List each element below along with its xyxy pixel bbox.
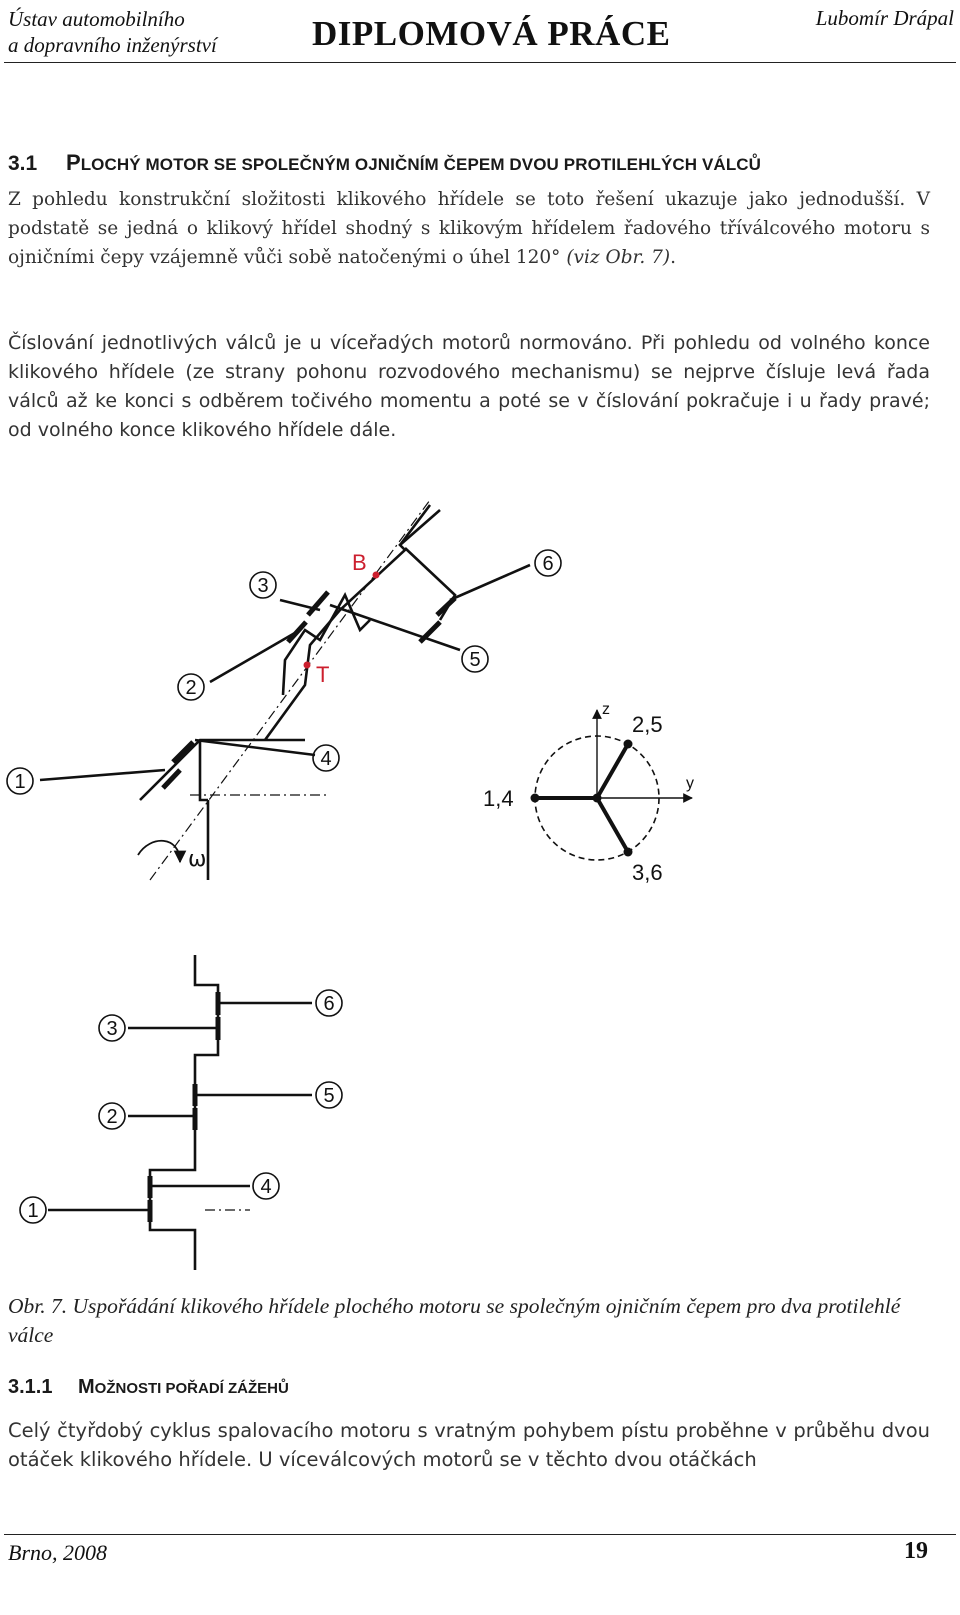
omega-label: ω: [188, 847, 207, 872]
schematic-shaft: [150, 955, 218, 1270]
crank-web-front: [200, 740, 208, 800]
top-label-6-text: 6: [542, 553, 554, 575]
point-b-marker: [373, 572, 380, 579]
bottom-label-4-text: 4: [260, 1176, 272, 1198]
section-title-rest: LOCHÝ MOTOR SE SPOLEČNÝM OJNIČNÍM ČEPEM DVOU PROTILEHLÝCH VÁLCŮ: [80, 155, 762, 174]
top-label-2-text: 2: [185, 677, 197, 699]
bottom-label-5-text: 5: [323, 1085, 335, 1107]
subsection-number: 3.1.1: [8, 1376, 53, 1398]
figure-crankshaft: [0, 470, 960, 1290]
top-label-4-text: 4: [320, 748, 332, 770]
crank-angle-diagram: [483, 701, 694, 885]
section-number: 3.1: [8, 152, 38, 175]
top-label-4: [313, 745, 339, 771]
top-label-1: [7, 768, 33, 794]
figure-caption: Obr. 7. Uspořádání klikového hřídele plochého motoru se společným ojničním čepem pro dva protilehlé válce: [8, 1294, 901, 1347]
subsection-heading: [8, 1376, 289, 1399]
crank-pin-25-dot: [624, 740, 633, 749]
crank-arm-36: [597, 798, 628, 852]
top-label-5: [462, 646, 488, 672]
crankshaft-path: [140, 510, 440, 800]
crank-pin-14-dot: [531, 794, 540, 803]
bottom-label-1: [20, 1197, 46, 1223]
rod-cylinder-6: [450, 565, 530, 600]
section-title-initial: P: [66, 150, 81, 175]
crank-label-14: 1,4: [483, 786, 514, 811]
header-institute-line1: Ústav automobilního: [8, 7, 185, 31]
figure-svg: [0, 470, 960, 1290]
crank-web-rear: [405, 548, 455, 620]
top-label-3-text: 3: [257, 575, 269, 597]
rod-cylinder-1: [40, 770, 165, 780]
top-label-6: [535, 550, 561, 576]
paragraph-1-end: .: [670, 247, 677, 268]
crank-arm-25: [597, 744, 628, 798]
bearing-marks: [163, 592, 455, 788]
bottom-label-2-text: 2: [106, 1106, 118, 1128]
bottom-label-3: [99, 1015, 125, 1041]
top-label-5-text: 5: [469, 649, 481, 671]
paragraph-2: Číslování jednotlivých válců je u víceřadých motorů normováno. Při pohledu od volného konce klikového hřídele (ze strany pohonu rozvodového mechanismu) se nejprve čísluje levá řada válců až ke konci s odběrem točivého momentu a poté se v číslování pokračuje i u řady pravé; od volného konce klikového hřídele dále.: [8, 332, 930, 441]
subsection-title-initial: M: [78, 1376, 95, 1398]
footer-place-year: Brno, 2008: [8, 1540, 107, 1565]
point-t-label: T: [316, 662, 330, 687]
header-institute: [8, 6, 217, 58]
header-title: DIPLOMOVÁ PRÁCE: [312, 14, 671, 53]
bottom-label-4: [253, 1173, 279, 1199]
schematic-bearing-marks: [150, 992, 218, 1222]
bottom-label-3-text: 3: [106, 1018, 118, 1040]
crank-center-dot: [593, 794, 602, 803]
paragraph-3: Celý čtyřdobý cyklus spalovacího motoru s vratným pohybem pístu proběhne v průběhu dvou otáček klikového hřídele. U víceválcových motorů se v těchto dvou otáčkách: [8, 1419, 930, 1471]
bottom-cylinder-labels: [20, 990, 342, 1223]
subsection-title-rest: OŽNOSTI POŘADÍ ZÁŽEHŮ: [94, 1380, 289, 1397]
rotation-arrow-icon: [138, 841, 180, 862]
paragraph-1-figure-ref: (viz Obr. 7): [566, 247, 671, 268]
bottom-label-6: [316, 990, 342, 1016]
rod-cylinder-4: [195, 740, 315, 755]
header-author: Lubomír Drápal: [815, 6, 954, 30]
paragraph-1-text: Z pohledu konstrukční složitosti klikového hřídele se toto řešení ukazuje jako jednodušší. V podstatě se jedná o klikový hřídel shodný s klikovým hřídelem řadového tříválcového motoru s ojničními čepy vzájemně vůči sobě natočenými o úhel 120°: [8, 189, 930, 268]
y-axis-label: y: [686, 775, 694, 792]
top-label-3: [250, 572, 276, 598]
paragraph-1: [8, 185, 930, 272]
isometric-crankshaft-diagram: [40, 500, 530, 880]
top-label-1-text: 1: [14, 771, 26, 793]
footer-divider: [4, 1534, 956, 1535]
z-axis-label: z: [602, 701, 610, 718]
crank-label-25: 2,5: [632, 712, 663, 737]
top-label-2: [178, 674, 204, 700]
bottom-label-1-text: 1: [27, 1200, 39, 1222]
header-institute-line2: a dopravního inženýrství: [8, 33, 217, 57]
header-divider: [4, 62, 956, 63]
section-heading: [8, 150, 761, 176]
bottom-label-6-text: 6: [323, 993, 335, 1015]
bottom-label-2: [99, 1103, 125, 1129]
crank-label-36: 3,6: [632, 860, 663, 885]
shaft-free-end: [400, 505, 430, 545]
footer-page-number: 19: [904, 1538, 928, 1564]
bottom-label-5: [316, 1082, 342, 1108]
point-b-label: B: [352, 550, 367, 575]
crank-pin-36-dot: [624, 848, 633, 857]
schematic-crankshaft-diagram: [48, 955, 312, 1270]
point-t-marker: [304, 662, 311, 669]
